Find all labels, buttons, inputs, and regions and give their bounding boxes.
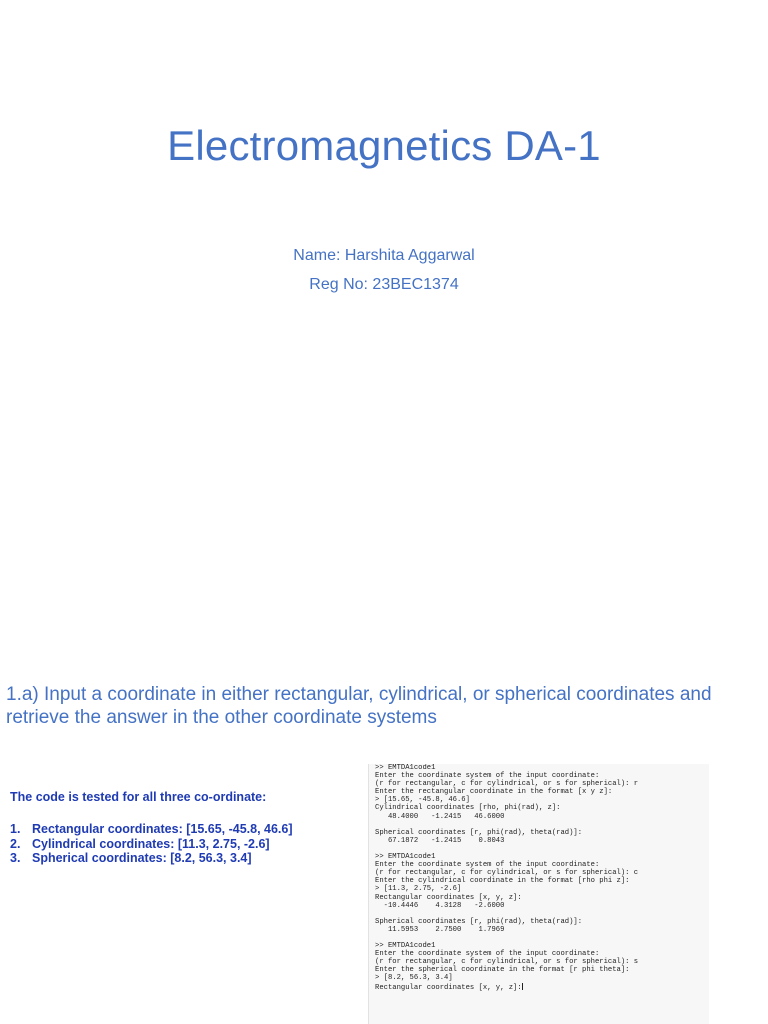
test-number: 1.	[10, 822, 21, 836]
console-line: -10.4446 4.3128 -2.6000	[375, 901, 505, 910]
test-text: Cylindrical coordinates: [11.3, 2.75, -2.6]	[32, 836, 270, 851]
console-line: Enter the coordinate system of the input coordinate:	[375, 861, 600, 870]
console-line	[369, 821, 709, 829]
test-number: 2.	[10, 836, 21, 851]
console-line: Enter the cylindrical coordinate in the format [rho phi z]:	[375, 877, 630, 886]
question-heading: 1.a) Input a coordinate in either rectangular, cylindrical, or spherical coordinates and retrieve the answer in the other coordinate systems	[6, 684, 712, 728]
test-item	[10, 837, 293, 852]
console-line: 67.1872 -1.2415 0.8043	[375, 836, 505, 845]
console-line: Enter the coordinate system of the input coordinate:	[375, 950, 600, 959]
test-number: 3.	[10, 851, 21, 865]
matlab-console-screenshot	[368, 764, 709, 1024]
console-line: > [11.3, 2.75, -2.6]	[375, 885, 462, 894]
text-cursor-icon	[522, 983, 523, 990]
console-line: (r for rectangular, c for cylindrical, or s for spherical): s	[375, 958, 639, 967]
console-line: Enter the spherical coordinate in the format [r phi theta]:	[375, 966, 630, 975]
console-line: Enter the coordinate system of the input coordinate:	[375, 772, 600, 781]
console-line: 48.4000 -1.2415 46.6000	[375, 812, 505, 821]
test-list	[10, 822, 293, 866]
student-name: Name: Harshita Aggarwal	[293, 247, 475, 264]
console-line: (r for rectangular, c for cylindrical, or s for spherical): r	[375, 780, 639, 789]
console-line: Enter the rectangular coordinate in the format [x y z]:	[375, 788, 613, 797]
console-line: Cylindrical coordinates [rho, phi(rad), z]:	[375, 804, 561, 813]
console-last-line	[369, 983, 709, 991]
console-line: Rectangular coordinates [x, y, z]:	[375, 893, 522, 902]
console-line: (r for rectangular, c for cylindrical, or s for spherical): c	[375, 869, 639, 878]
test-text: Spherical coordinates: [8.2, 56.3, 3.4]	[32, 851, 252, 865]
console-line	[369, 845, 709, 853]
console-line: >> EMTDA1code1	[375, 853, 436, 862]
console-line: >> EMTDA1code1	[375, 764, 436, 772]
registration-number: Reg No: 23BEC1374	[309, 276, 459, 293]
test-item	[10, 851, 293, 866]
slide-title: Electromagnetics DA-1	[167, 122, 601, 169]
console-line: > [8.2, 56.3, 3.4]	[375, 974, 453, 983]
console-line	[369, 910, 709, 918]
console-line: >> EMTDA1code1	[375, 942, 436, 951]
console-line-text: Rectangular coordinates [x, y, z]:	[375, 983, 522, 992]
console-line	[369, 934, 709, 942]
console-line: Spherical coordinates [r, phi(rad), theta(rad)]:	[375, 828, 583, 837]
test-item	[10, 822, 293, 837]
console-line: Spherical coordinates [r, phi(rad), theta(rad)]:	[375, 917, 583, 926]
console-line: > [15.65, -45.8, 46.6]	[375, 796, 470, 805]
question-slide	[0, 640, 768, 1024]
console-line: 11.5953 2.7500 1.7969	[375, 925, 505, 934]
test-intro: The code is tested for all three co-ordinate:	[10, 790, 267, 804]
test-text: Rectangular coordinates: [15.65, -45.8, 46.6]	[32, 822, 293, 836]
